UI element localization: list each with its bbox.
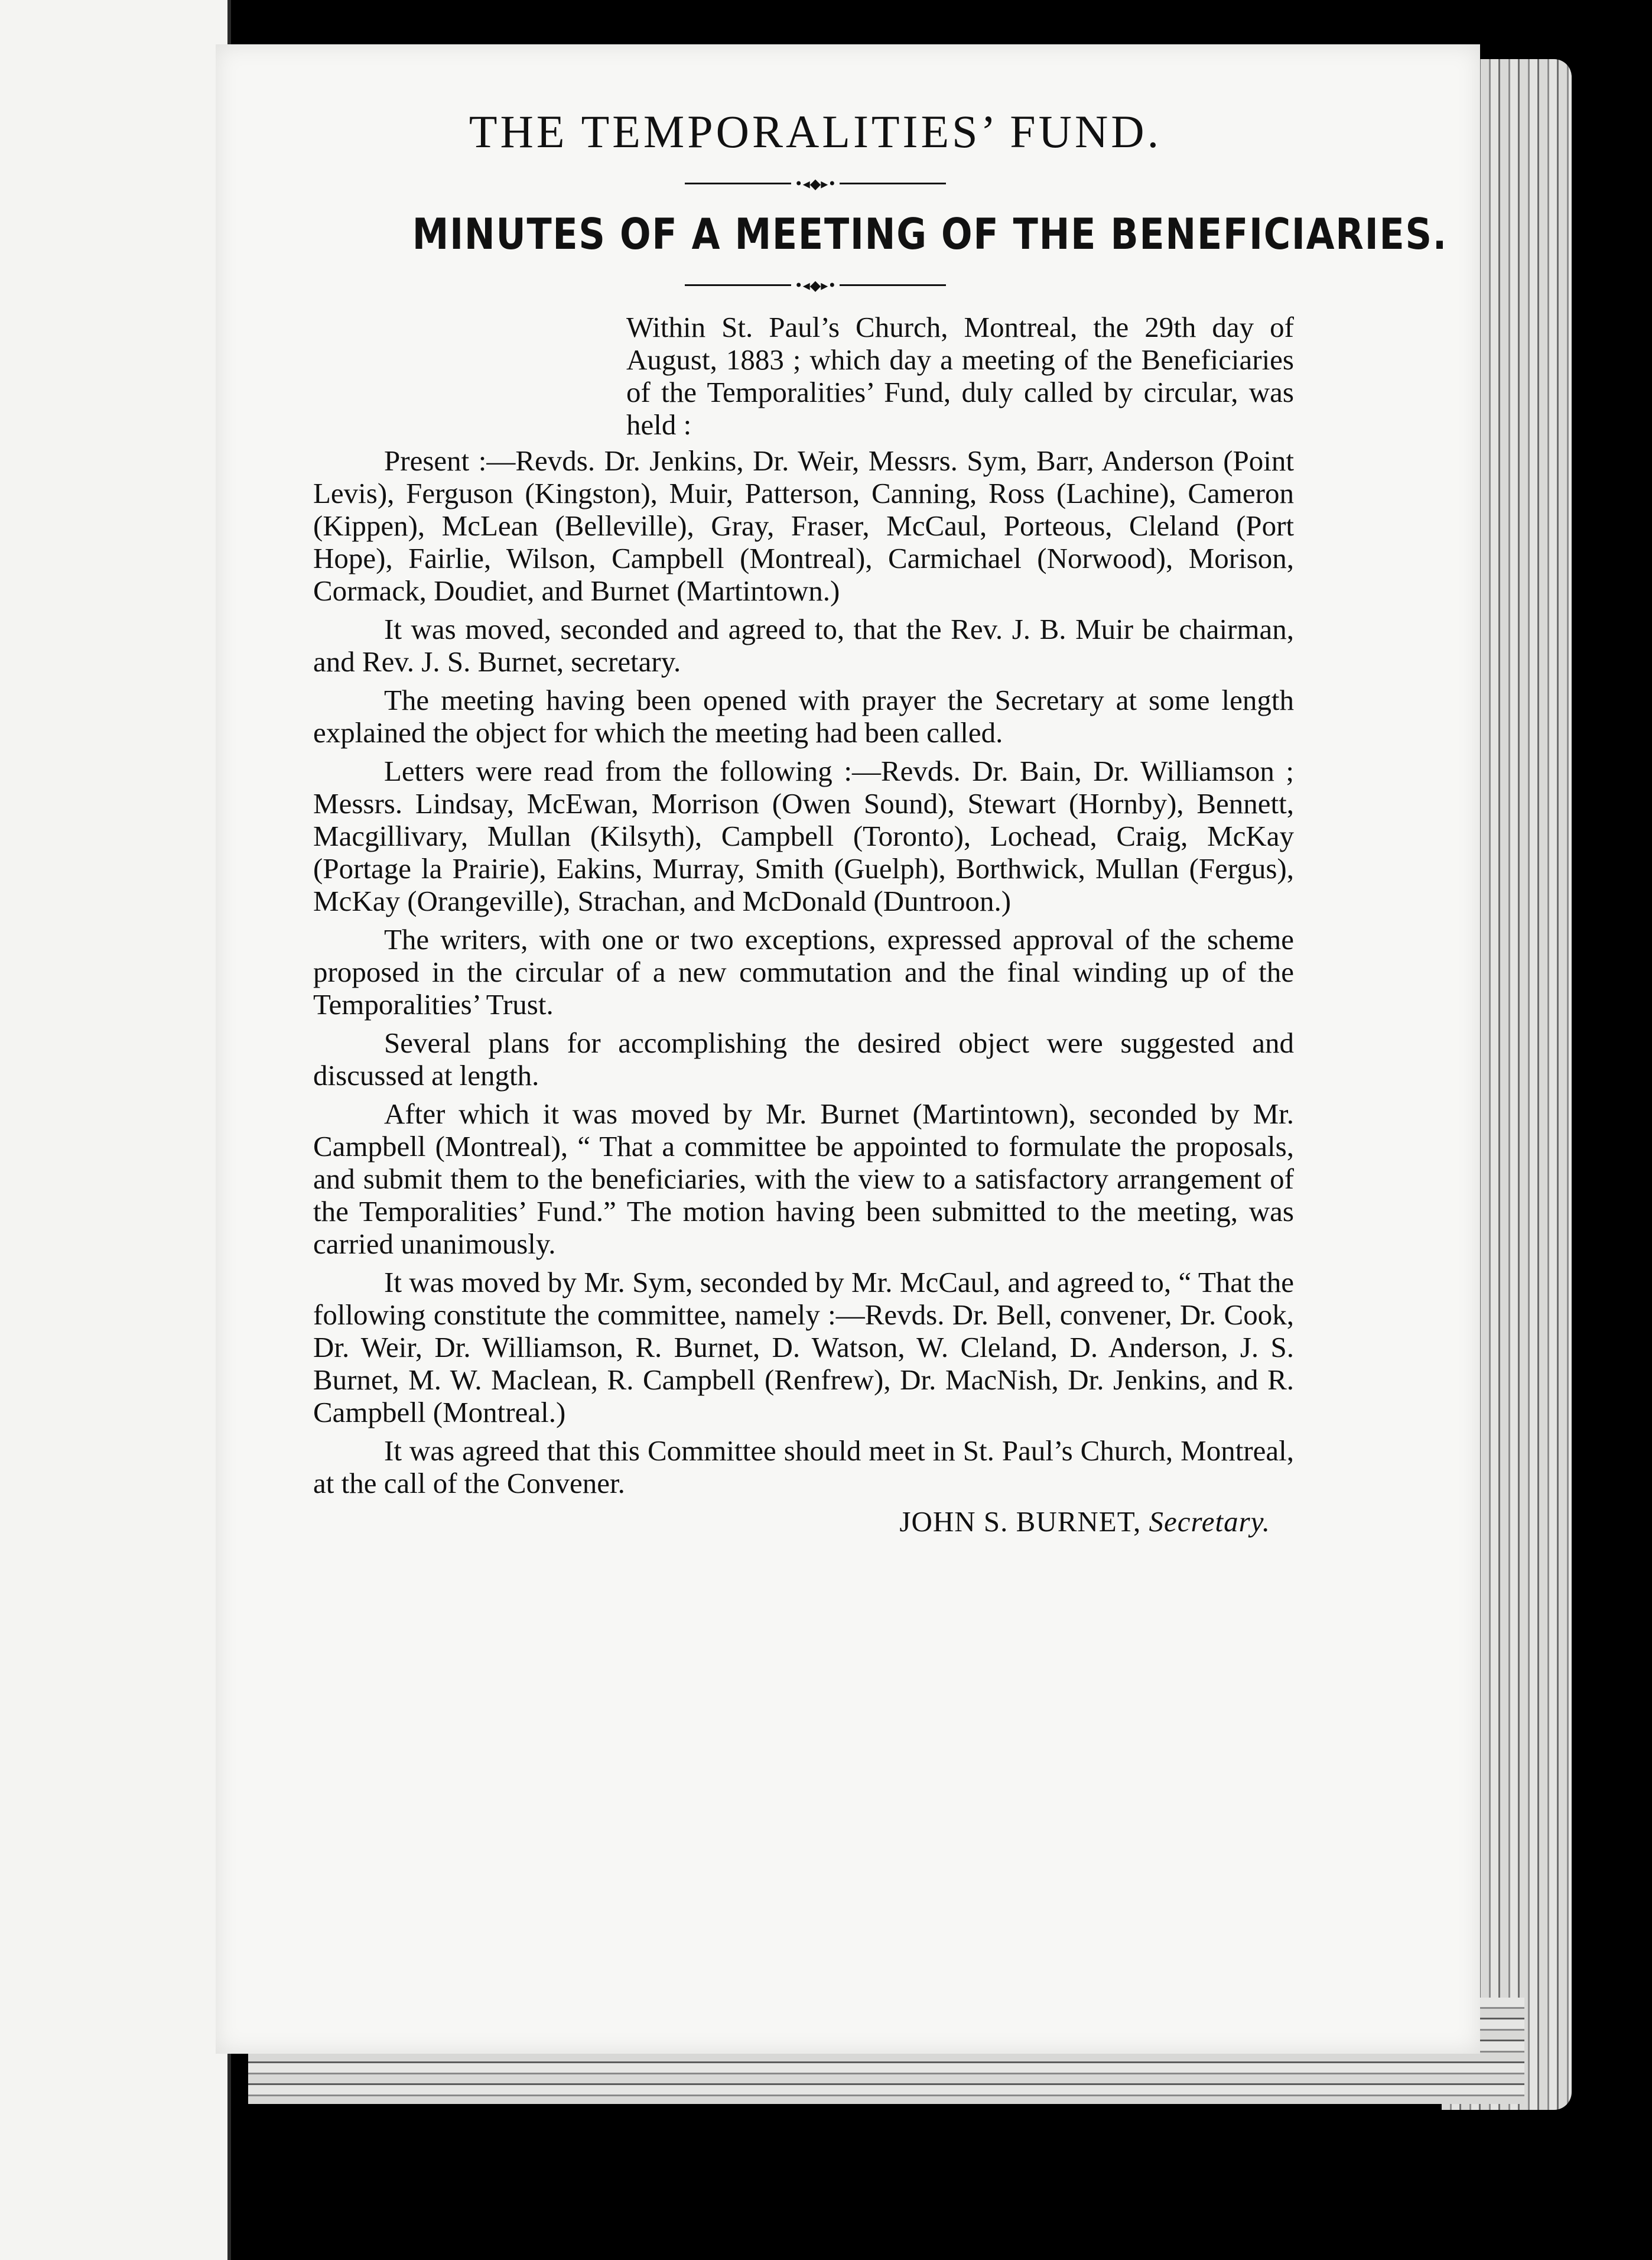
minutes-body xyxy=(313,311,1294,1499)
paragraph-plans: Several plans for accomplishing the desired object were suggested and discussed at length. xyxy=(313,1026,1294,1092)
ornament-line xyxy=(840,284,946,286)
paragraph-committee: It was moved by Mr. Sym, seconded by Mr. McCaul, and agreed to, “ That the following constitute the committee, namely :—Revds. Dr. Bell, convener, Dr. Cook, Dr. Weir, Dr. Williamson, R. Burnet, D. Watson, W. Cleland, D. Anderson, J. S. Burnet, M. W. Maclean, R. Campbell (Renfrew), Dr. MacNish, Dr. Jenkins, and R. Campbell (Montreal.) xyxy=(313,1265,1294,1428)
ornament-line xyxy=(685,284,791,286)
ornament-divider-bottom xyxy=(337,277,1294,294)
paragraph-chairman: It was moved, seconded and agreed to, that the Rev. J. B. Muir be chairman, and Rev. J. S. Burnet, secretary. xyxy=(313,612,1294,678)
ornament-line xyxy=(685,183,791,184)
paragraph-writers: The writers, with one or two exceptions, expressed approval of the scheme proposed in the circular of a new commutation and the final winding up of the Temporalities’ Trust. xyxy=(313,923,1294,1021)
signature xyxy=(313,1505,1294,1538)
fund-title: THE TEMPORALITIES’ FUND. xyxy=(469,106,1162,157)
page-content xyxy=(313,106,1448,1538)
paragraph-letters: Letters were read from the following :—Revds. Dr. Bain, Dr. Williamson ; Messrs. Lindsay, McEwan, Morrison (Owen Sound), Stewart (Hornby), Bennett, Macgillivary, Mullan (Kilsyth), Campbell (Toronto), Lochead, Craig, McKay (Portage la Prairie), Eakins, Murray, Smith (Guelph), Borthwick, Mullan (Fergus), McKay (Orangeville), Strachan, and McDonald (Duntroon.) xyxy=(313,754,1294,917)
ornament-glyph: •◂◆▸• xyxy=(794,277,837,294)
intro-paragraph: Within St. Paul’s Church, Montreal, the 29th day of August, 1883 ; which day a meeting of the Beneficiaries of the Temporalities’ Fund, duly called by circular, was held : xyxy=(626,310,1294,441)
signature-role: Secretary. xyxy=(1149,1505,1270,1538)
ornament-glyph: •◂◆▸• xyxy=(794,175,837,192)
minutes-title: MINUTES OF A MEETING OF THE BENEFICIARIES. xyxy=(412,209,1448,259)
paragraph-agreed: It was agreed that this Committee should meet in St. Paul’s Church, Montreal, at the call of the Convener. xyxy=(313,1434,1294,1499)
ornament-divider-top xyxy=(337,175,1294,193)
paragraph-motion: After which it was moved by Mr. Burnet (Martintown), seconded by Mr. Campbell (Montreal), “ That a committee be appointed to formulate the proposals, and submit them to the beneficiaries, with the view to a satisfactory arrangement of the Temporalities’ Fund.” The motion having been submitted to the meeting, was carried unanimously. xyxy=(313,1097,1294,1260)
ornament-line xyxy=(840,183,946,184)
left-flyleaf xyxy=(0,0,231,2260)
paragraph-opening: The meeting having been opened with prayer the Secretary at some length explained the object for which the meeting had been called. xyxy=(313,683,1294,749)
signature-name: JOHN S. BURNET, xyxy=(899,1505,1142,1538)
document-page xyxy=(216,44,1480,2054)
paragraph-present: Present :—Revds. Dr. Jenkins, Dr. Weir, Messrs. Sym, Barr, Anderson (Point Levis), Ferguson (Kingston), Muir, Patterson, Canning, Ross (Lachine), Cameron (Kippen), McLean (Belleville), Gray, Fraser, McCaul, Porteous, Cleland (Port Hope), Fairlie, Wilson, Campbell (Montreal), Carmichael (Norwood), Morison, Cormack, Doudiet, and Burnet (Martintown.) xyxy=(313,444,1294,607)
